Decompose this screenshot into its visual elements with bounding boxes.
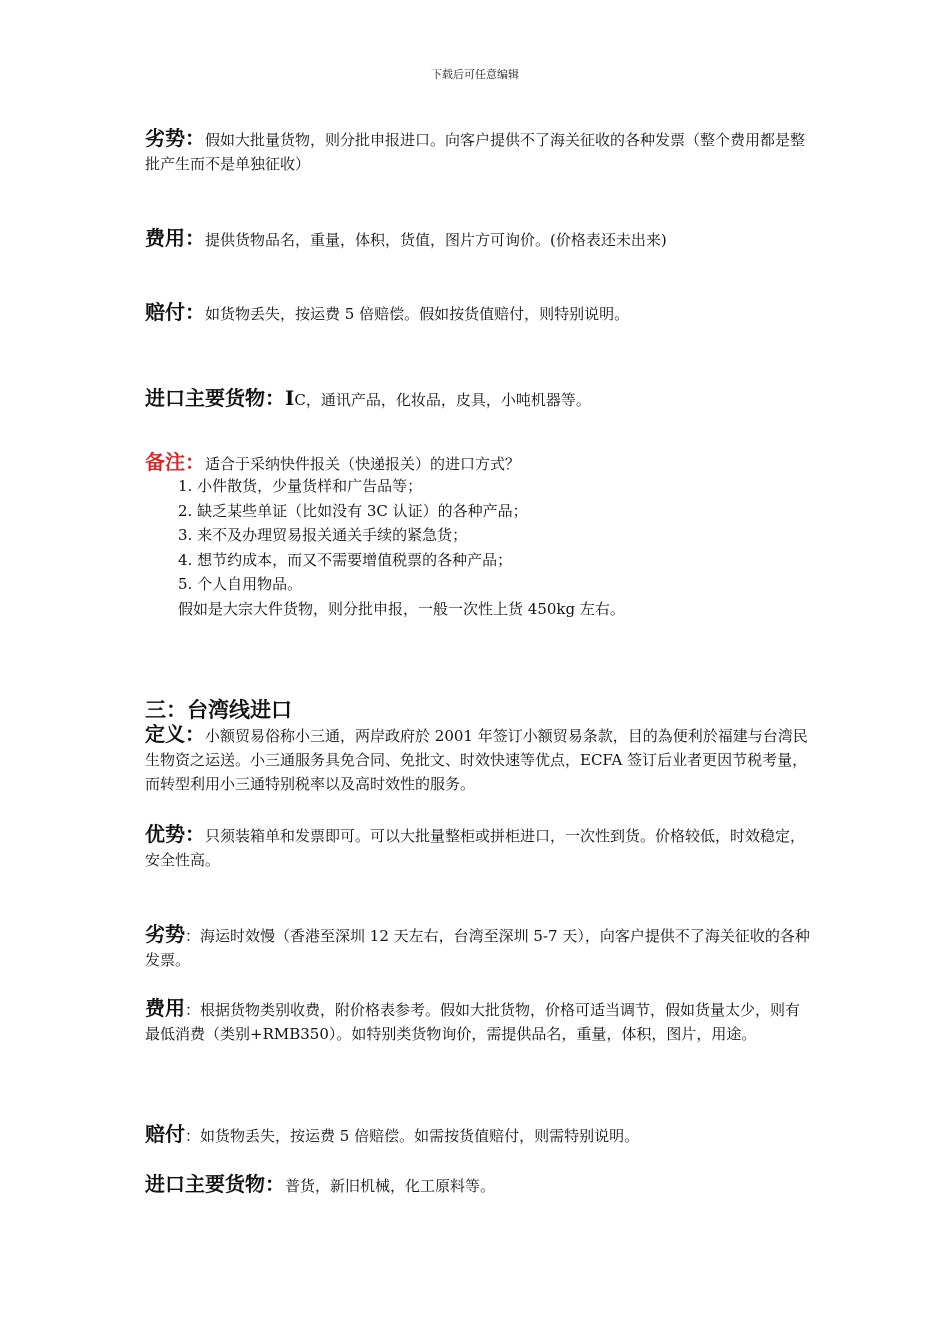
main-goods-paragraph bbox=[145, 386, 810, 412]
taiwan-cost-paragraph bbox=[145, 996, 810, 1046]
disadvantage-label: 劣势： bbox=[145, 126, 205, 150]
taiwan-disadvantage-label: 劣势 bbox=[145, 922, 185, 946]
compensation-label: 赔付： bbox=[145, 300, 205, 324]
disadvantage-paragraph bbox=[145, 126, 810, 176]
taiwan-compensation-paragraph bbox=[145, 1122, 810, 1148]
taiwan-main-goods-text: 普货，新旧机械，化工原料等。 bbox=[285, 1177, 496, 1195]
disadvantage-text: 假如大批量货物，则分批申报进口。向客户提供不了海关征收的各种发票（整个费用都是整批产生而不是单独征收） bbox=[145, 131, 806, 173]
taiwan-cost-label: 费用 bbox=[145, 996, 185, 1020]
taiwan-main-goods-paragraph bbox=[145, 1172, 810, 1198]
main-goods-lead: I bbox=[285, 386, 295, 410]
remark-label: 备注： bbox=[145, 450, 205, 474]
advantage-paragraph bbox=[145, 822, 810, 872]
cost-text: 提供货物品名，重量，体积，货值，图片方可询价。(价格表还未出来) bbox=[205, 231, 667, 249]
main-goods-text: C，通讯产品，化妆品，皮具，小吨机器等。 bbox=[294, 391, 591, 409]
cost-paragraph bbox=[145, 226, 810, 252]
remark-intro: 适合于采纳快件报关（快递报关）的进口方式？ bbox=[205, 455, 521, 473]
page-header: 下载后可任意编辑 bbox=[431, 68, 519, 81]
cost-label: 费用： bbox=[145, 226, 205, 250]
section-heading: 三：台湾线进口 bbox=[145, 698, 292, 722]
taiwan-compensation-text: ：如货物丢失，按运费 5 倍赔偿。如需按货值赔付，则需特别说明。 bbox=[185, 1127, 640, 1145]
list-item: 假如是大宗大件货物，则分批申报，一般一次性上货 450kg 左右。 bbox=[178, 599, 625, 618]
list-item: 5. 个人自用物品。 bbox=[178, 575, 303, 593]
list-item: 4. 想节约成本，而又不需要增值税票的各种产品； bbox=[178, 550, 513, 569]
taiwan-disadvantage-paragraph bbox=[145, 922, 810, 972]
definition-label: 定义： bbox=[145, 722, 205, 746]
advantage-text: 只须装箱单和发票即可。可以大批量整柜或拼柜进口，一次性到货。价格较低，时效稳定，安全性高。 bbox=[145, 827, 806, 869]
compensation-text: 如货物丢失，按运费 5 倍赔偿。假如按货值赔付，则特别说明。 bbox=[205, 305, 630, 323]
list-item: 1. 小件散货，少量货样和广告品等； bbox=[178, 477, 423, 495]
list-item: 3. 来不及办理贸易报关通关手续的紧急货； bbox=[178, 526, 468, 544]
taiwan-compensation-label: 赔付 bbox=[145, 1122, 185, 1146]
definition-text: 小额贸易俗称小三通，两岸政府於 2001 年签订小额贸易条款，目的為便利於福建与台湾民生物资之运送。小三通服务具免合同、免批文、时效快速等优点，ECFA 签订后业者更因节税考量，而转型利用小三通特别税率以及高时效性的服务。 bbox=[145, 727, 808, 793]
definition-paragraph bbox=[145, 722, 810, 796]
remark-paragraph bbox=[145, 450, 810, 476]
list-item: 2. 缺乏某些单证（比如没有 3C 认证）的各种产品； bbox=[178, 501, 528, 520]
taiwan-main-goods-label: 进口主要货物： bbox=[145, 1172, 285, 1196]
remark-list bbox=[178, 474, 798, 621]
main-goods-label: 进口主要货物： bbox=[145, 386, 285, 410]
advantage-label: 优势： bbox=[145, 822, 205, 846]
compensation-paragraph bbox=[145, 300, 810, 326]
taiwan-cost-text: ：根据货物类别收费，附价格表参考。假如大批货物，价格可适当调节，假如货量太少，则有最低消费（类别+RMB350）。如特别类货物询价，需提供品名，重量，体积，图片，用途。 bbox=[145, 1001, 801, 1043]
taiwan-disadvantage-text: ：海运时效慢（香港至深圳 12 天左右，台湾至深圳 5-7 天），向客户提供不了海关征收的各种发票。 bbox=[145, 927, 810, 969]
